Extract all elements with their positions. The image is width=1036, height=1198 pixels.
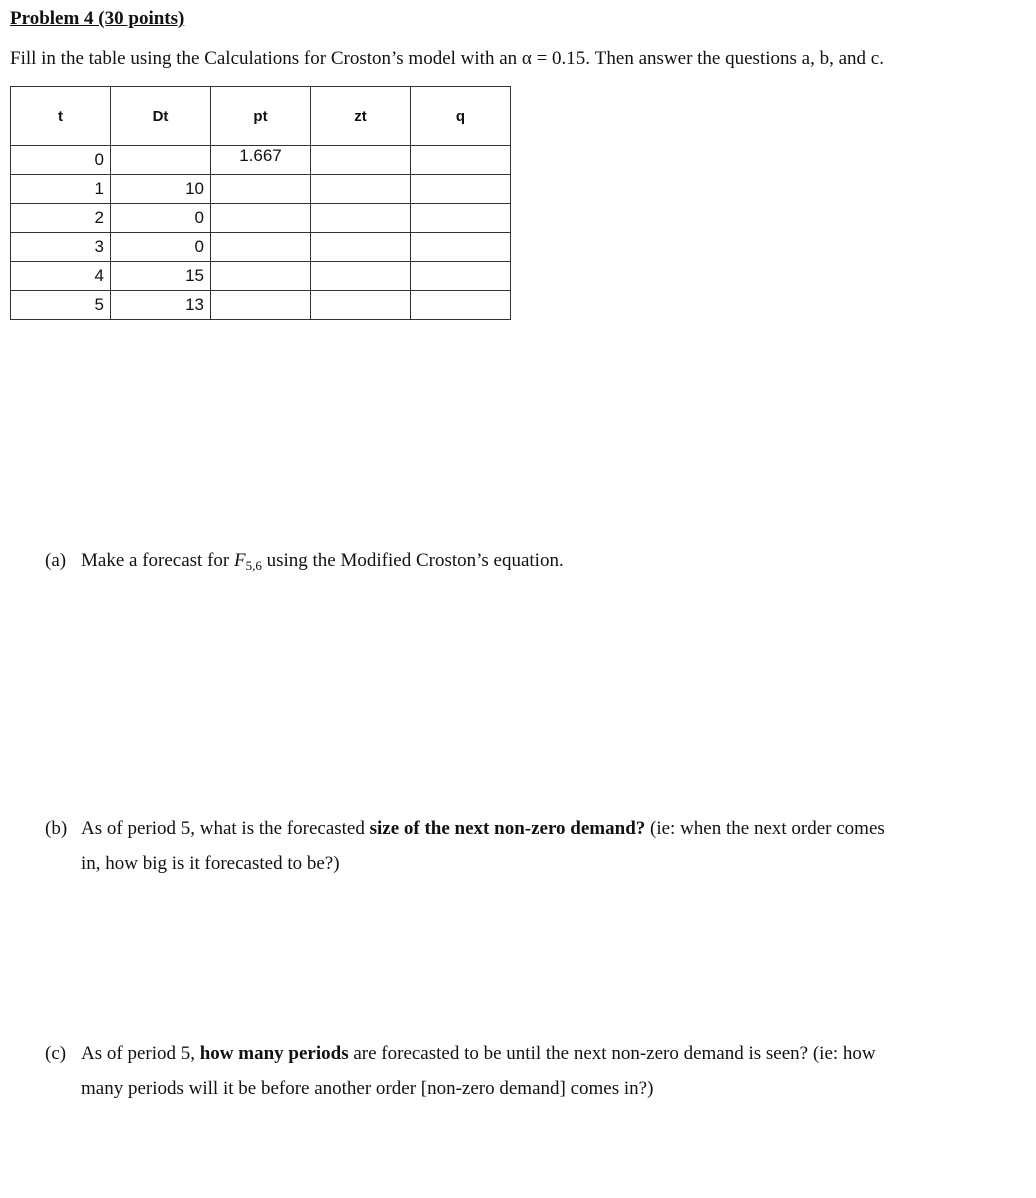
table-row [11, 291, 511, 320]
question-b-text-after: (ie: when the next order comes [650, 818, 885, 839]
question-a-text-after: using the Modified Croston’s equation. [266, 550, 564, 571]
cell-pt[interactable] [211, 175, 311, 204]
table-row [11, 146, 511, 175]
forecast-variable [234, 550, 262, 571]
cell-q[interactable] [411, 146, 511, 175]
cell-pt[interactable]: 1.667 [211, 146, 311, 175]
cell-dt: 13 [111, 291, 211, 320]
cell-q[interactable] [411, 262, 511, 291]
cell-dt: 0 [111, 204, 211, 233]
cell-dt[interactable] [111, 146, 211, 175]
cell-q[interactable] [411, 204, 511, 233]
cell-pt[interactable] [211, 291, 311, 320]
cell-pt[interactable] [211, 262, 311, 291]
cell-t: 3 [11, 233, 111, 262]
question-c-text-after: are forecasted to be until the next non-zero demand is seen? (ie: how [353, 1043, 876, 1064]
question-b-bold: size of the next non-zero demand? [369, 818, 646, 839]
question-c [45, 1036, 1005, 1106]
cell-zt[interactable] [311, 146, 411, 175]
problem-title: Problem 4 (30 points) [10, 8, 185, 29]
cell-zt[interactable] [311, 233, 411, 262]
cell-t: 2 [11, 204, 111, 233]
cell-zt[interactable] [311, 175, 411, 204]
cell-dt: 0 [111, 233, 211, 262]
cell-t: 0 [11, 146, 111, 175]
table-row [11, 262, 511, 291]
question-c-text-before: As of period 5, [81, 1043, 195, 1064]
forecast-var-letter: F [233, 550, 246, 571]
header-zt: zt [311, 87, 411, 146]
cell-q[interactable] [411, 175, 511, 204]
header-q: q [411, 87, 511, 146]
question-a-label: (a) [45, 550, 67, 571]
cell-t: 4 [11, 262, 111, 291]
cell-pt[interactable] [211, 233, 311, 262]
question-b [45, 811, 1020, 881]
croston-table [10, 86, 511, 320]
cell-pt[interactable] [211, 204, 311, 233]
cell-t: 5 [11, 291, 111, 320]
header-dt: Dt [111, 87, 211, 146]
table-header-row [11, 87, 511, 146]
forecast-var-subscript: 5,6 [245, 558, 262, 573]
cell-zt[interactable] [311, 291, 411, 320]
table-row [11, 233, 511, 262]
cell-dt: 10 [111, 175, 211, 204]
cell-zt[interactable] [311, 204, 411, 233]
question-c-bold: how many periods [199, 1043, 349, 1064]
question-c-label: (c) [45, 1043, 67, 1064]
question-c-line2: many periods will it be before another order [non-zero demand] comes in?) [81, 1078, 654, 1099]
cell-t: 1 [11, 175, 111, 204]
question-b-line2: in, how big is it forecasted to be?) [81, 853, 340, 874]
cell-dt: 15 [111, 262, 211, 291]
table-row [11, 175, 511, 204]
question-a [45, 543, 564, 583]
question-b-text-before: As of period 5, what is the forecasted [81, 818, 365, 839]
question-a-text-before: Make a forecast for [81, 550, 230, 571]
header-pt: pt [211, 87, 311, 146]
cell-zt[interactable] [311, 262, 411, 291]
cell-q[interactable] [411, 291, 511, 320]
cell-q[interactable] [411, 233, 511, 262]
problem-instructions: Fill in the table using the Calculations for Croston’s model with an α = 0.15. Then answer the questions a, b, and c. [10, 48, 884, 69]
header-t: t [11, 87, 111, 146]
question-b-label: (b) [45, 818, 68, 839]
table-row [11, 204, 511, 233]
